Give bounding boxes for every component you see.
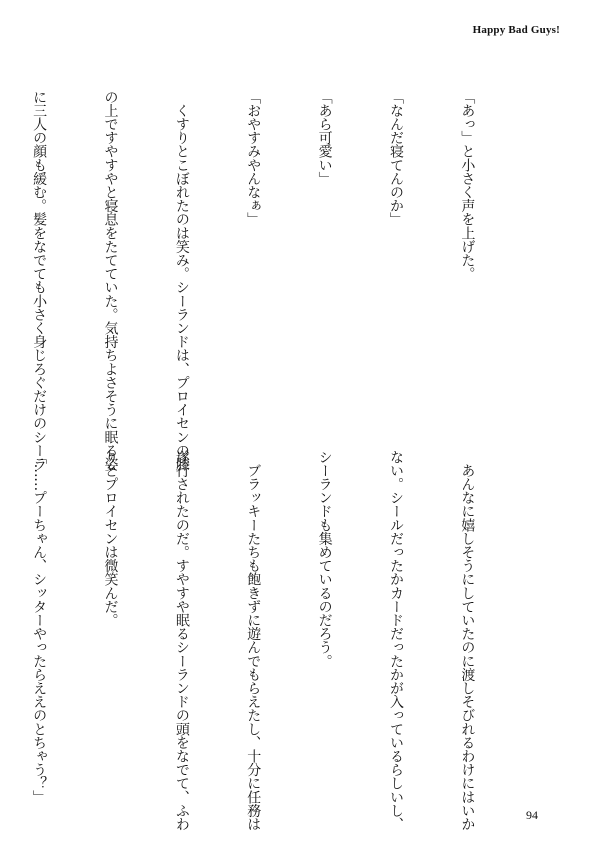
text-line: の上ですやすやと寝息をたてていた。気持ちよさそうに眠る姿: [102, 90, 119, 471]
text-line: あんなに嬉しそうにしていたのに渡しそびれるわけにはいか: [459, 450, 476, 831]
text-line: ブラッキーたちも飽きずに遊んでもらえたし、十分に任務は: [245, 450, 262, 831]
page-number: 94: [526, 808, 538, 822]
text-line: ない。シールだったかカードだったかが入っているらしいし、: [388, 450, 405, 831]
text-line: 遂行されたのだ。すやすや眠るシーランドの頭をなでて、ふわ: [173, 450, 190, 831]
text-line: りとプロイセンは微笑んだ。: [102, 450, 119, 627]
text-block-bottom: [31, 450, 526, 831]
text-line: に三人の顔も緩む。髪をなでても小さく身じろぐだけのシーラ: [31, 90, 48, 471]
text-line: 「なんだ寝てんのか」: [388, 90, 405, 227]
text-line: くすりとこぼれたのは笑み。シーランドは、プロイセンの膝: [173, 90, 190, 471]
text-line: 「おやすみやんなぁ」: [245, 90, 262, 227]
text-line: 「あら可愛い」: [316, 90, 333, 186]
text-block-top: [31, 90, 526, 471]
text-line: 「……プーちゃん、シッターやったらええのとちゃう？」: [31, 450, 48, 804]
text-line: 「あっ」と小さく声を上げた。: [459, 90, 476, 281]
running-title: Happy Bad Guys!: [472, 24, 560, 36]
text-line: シーランドも集めているのだろう。: [316, 450, 333, 668]
